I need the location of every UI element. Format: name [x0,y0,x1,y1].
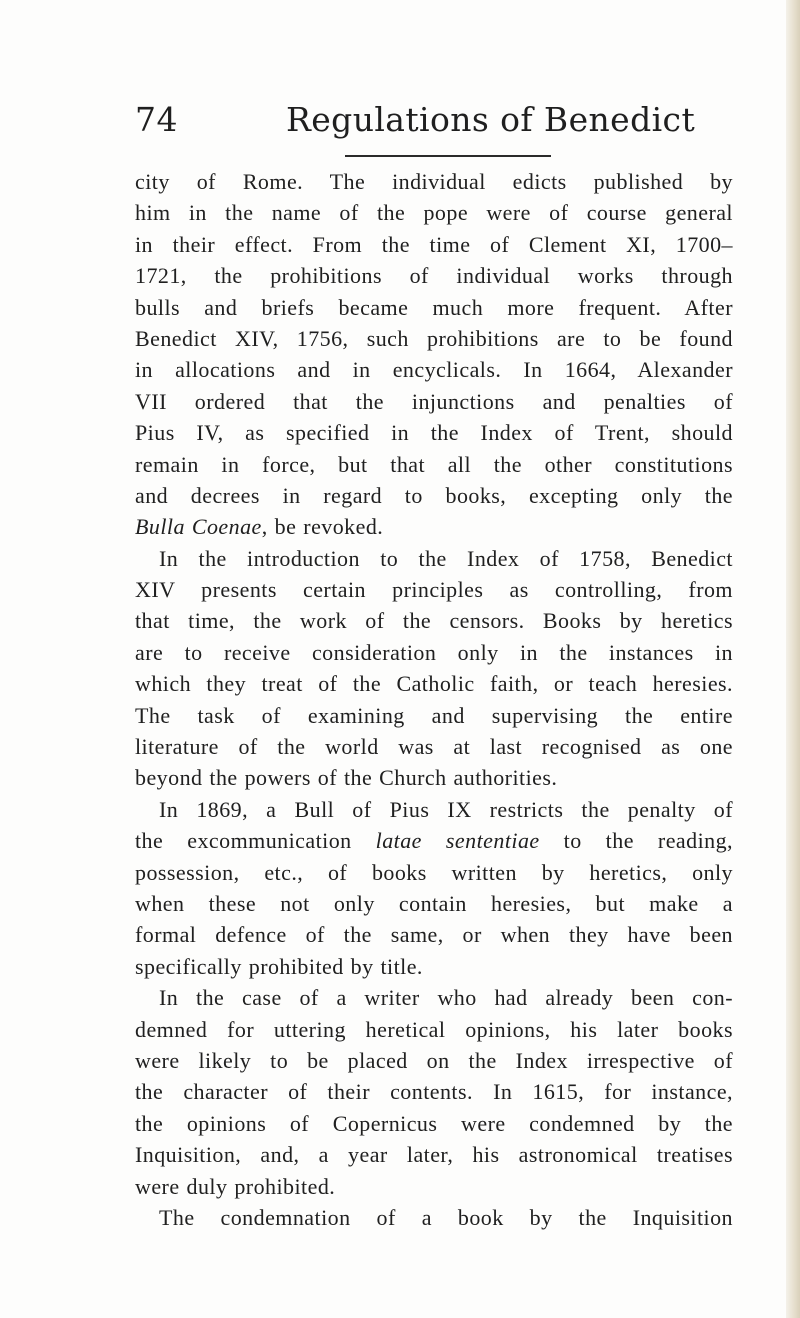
text-line: formal defence of the same, or when they have been [135,922,733,948]
text-line: were duly prohibited. [135,1173,336,1199]
page-number: 74 [135,100,178,139]
text-line: The task of examining and supervising the entire [135,702,733,728]
text-line: Pius IV, as specified in the Index of Trent, should [135,420,733,446]
text-line: bulls and briefs became much more frequent. After [135,294,733,320]
text-line: XIV presents certain principles as controlling, from [135,577,733,603]
text-line: in their effect. From the time of Clement XI, 1700– [135,231,733,257]
text-line: Bulla Coenae, be revoked. [135,514,384,540]
text-line: are to receive consideration only in the instances in [135,639,733,665]
text-line: in allocations and in encyclicals. In 1664, Alexander [135,357,733,383]
text-line: specifically prohibited by title. [135,953,423,979]
text-line: literature of the world was at last recognised as one [135,734,733,760]
page-header [135,96,696,146]
text-line: possession, etc., of books written by heretics, only [135,859,733,885]
text-line: Benedict XIV, 1756, such prohibitions are to be found [135,325,733,351]
text-line: remain in force, but that all the other constitutions [135,451,733,477]
header-rule [345,155,551,157]
paragraph-start-line: In 1869, a Bull of Pius IX restricts the penalty of [159,796,733,822]
text-line: the character of their contents. In 1615, for instance, [135,1079,733,1105]
text-line: VII ordered that the injunctions and penalties of [135,388,733,414]
text-line: that time, the work of the censors. Books by heretics [135,608,733,634]
italic-title: Bulla Coenae [135,514,262,540]
text-line: demned for uttering heretical opinions, his later books [135,1016,733,1042]
paragraph-start-line: In the case of a writer who had already been con- [159,985,733,1011]
text-line: which they treat of the Catholic faith, or teach heresies. [135,671,733,697]
running-title: Regulations of Benedict [286,100,696,139]
text-line: him in the name of the pope were of course general [135,200,733,226]
text-line: Inquisition, and, a year later, his astronomical treatises [135,1142,733,1168]
paragraph-start-line: In the introduction to the Index of 1758, Benedict [159,545,733,571]
text-line: 1721, the prohibitions of individual works through [135,263,733,289]
text-line: city of Rome. The individual edicts published by [135,169,733,194]
page-edge [786,0,800,1318]
text-line: when these not only contain heresies, but make a [135,890,733,916]
italic-phrase: latae sententiae [375,828,540,854]
body-text [135,166,733,1233]
text-line: were likely to be placed on the Index irrespective of [135,1047,733,1073]
text-line: the opinions of Copernicus were condemned by the [135,1110,733,1136]
text-line: and decrees in regard to books, excepting only the [135,482,733,508]
paragraph-start-line: The condemnation of a book by the Inquisition [159,1204,733,1230]
text-line: beyond the powers of the Church authorities. [135,765,558,791]
text-line: the excommunication latae sententiae to the reading, [135,828,734,854]
